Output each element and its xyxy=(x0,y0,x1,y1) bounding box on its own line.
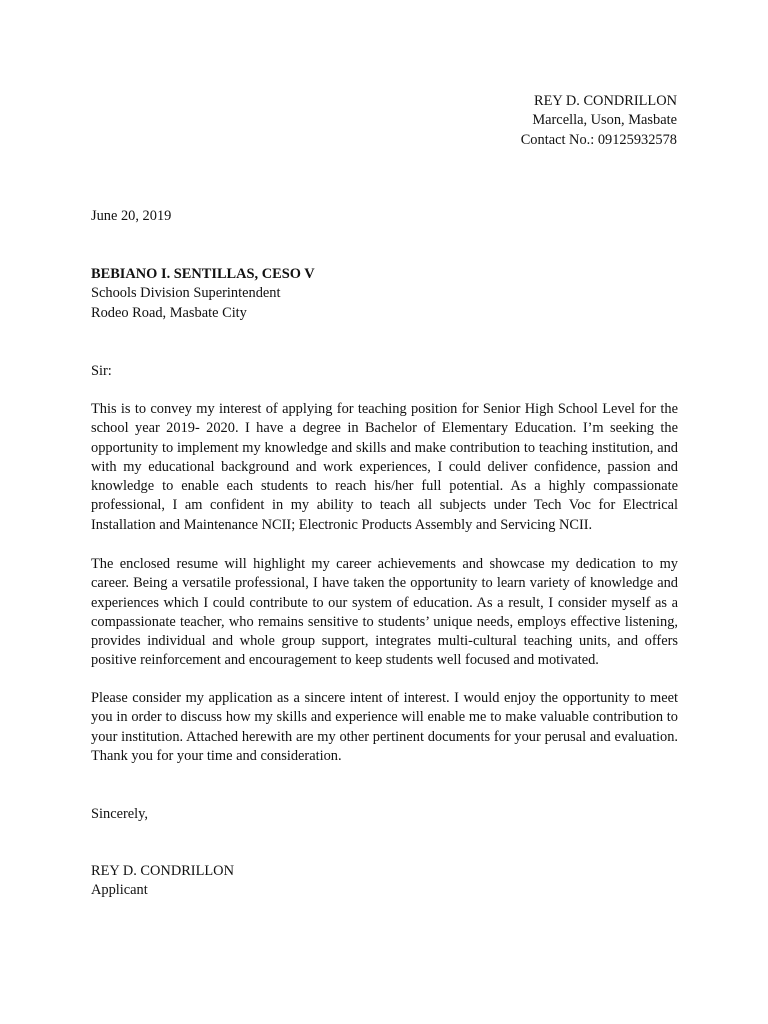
body-paragraph-2: The enclosed resume will highlight my career achievements and showcase my dedication to my career. Being a versatile professional, I have taken the opportunity to learn variety of knowledge and experiences which I could contribute to our system of education. As a result, I consider myself as a compassionate teacher, who remains sensitive to students’ unique needs, employs effective listening, provides individual and whole group support, integrates multi-cultural teaching units, and offers positive reinforcement and encouragement to keep students well focused and motivated. xyxy=(91,556,678,669)
sender-name: REY D. CONDRILLON xyxy=(534,93,677,109)
closing: Sincerely, xyxy=(91,806,149,822)
letter-date: June 20, 2019 xyxy=(91,208,172,224)
signature-role: Applicant xyxy=(91,882,148,899)
sender-address: Marcella, Uson, Masbate xyxy=(532,112,677,129)
sender-contact: Contact No.: 09125932578 xyxy=(520,131,677,148)
body-paragraph-3: Please consider my application as a sincere intent of interest. I would enjoy the opportunity to meet you in order to discuss how my skills and experience will enable me to make valuable contribution to your institution. Attached herewith are my other pertinent documents for your perusal and evaluation. Thank you for your time and consideration. xyxy=(91,690,678,764)
body-paragraph-1: This is to convey my interest of applying for teaching position for Senior High School Level for the school year 2019- 2020. I have a degree in Bachelor of Elementary Education. I’m seeking the opportunity to implement my knowledge and skills and make contribution to teaching institution, and with my educational background and work experiences, I could deliver confidence, passion and knowledge to enable each students to reach his/her full potential. As a highly compassionate professional, I am confident in my ability to teach all subjects under Tech Voc for Electrical Installation and Maintenance NCII; Electronic Products Assembly and Servicing NCII. xyxy=(91,401,678,533)
sender-block xyxy=(521,92,677,150)
recipient-title: Schools Division Superintendent xyxy=(91,285,281,302)
recipient-block xyxy=(91,265,678,323)
recipient-address: Rodeo Road, Masbate City xyxy=(91,304,247,321)
signature-block xyxy=(91,862,678,901)
recipient-name: BEBIANO I. SENTILLAS, CESO V xyxy=(91,266,315,282)
signature-name: REY D. CONDRILLON xyxy=(91,863,234,879)
salutation: Sir: xyxy=(91,363,112,379)
